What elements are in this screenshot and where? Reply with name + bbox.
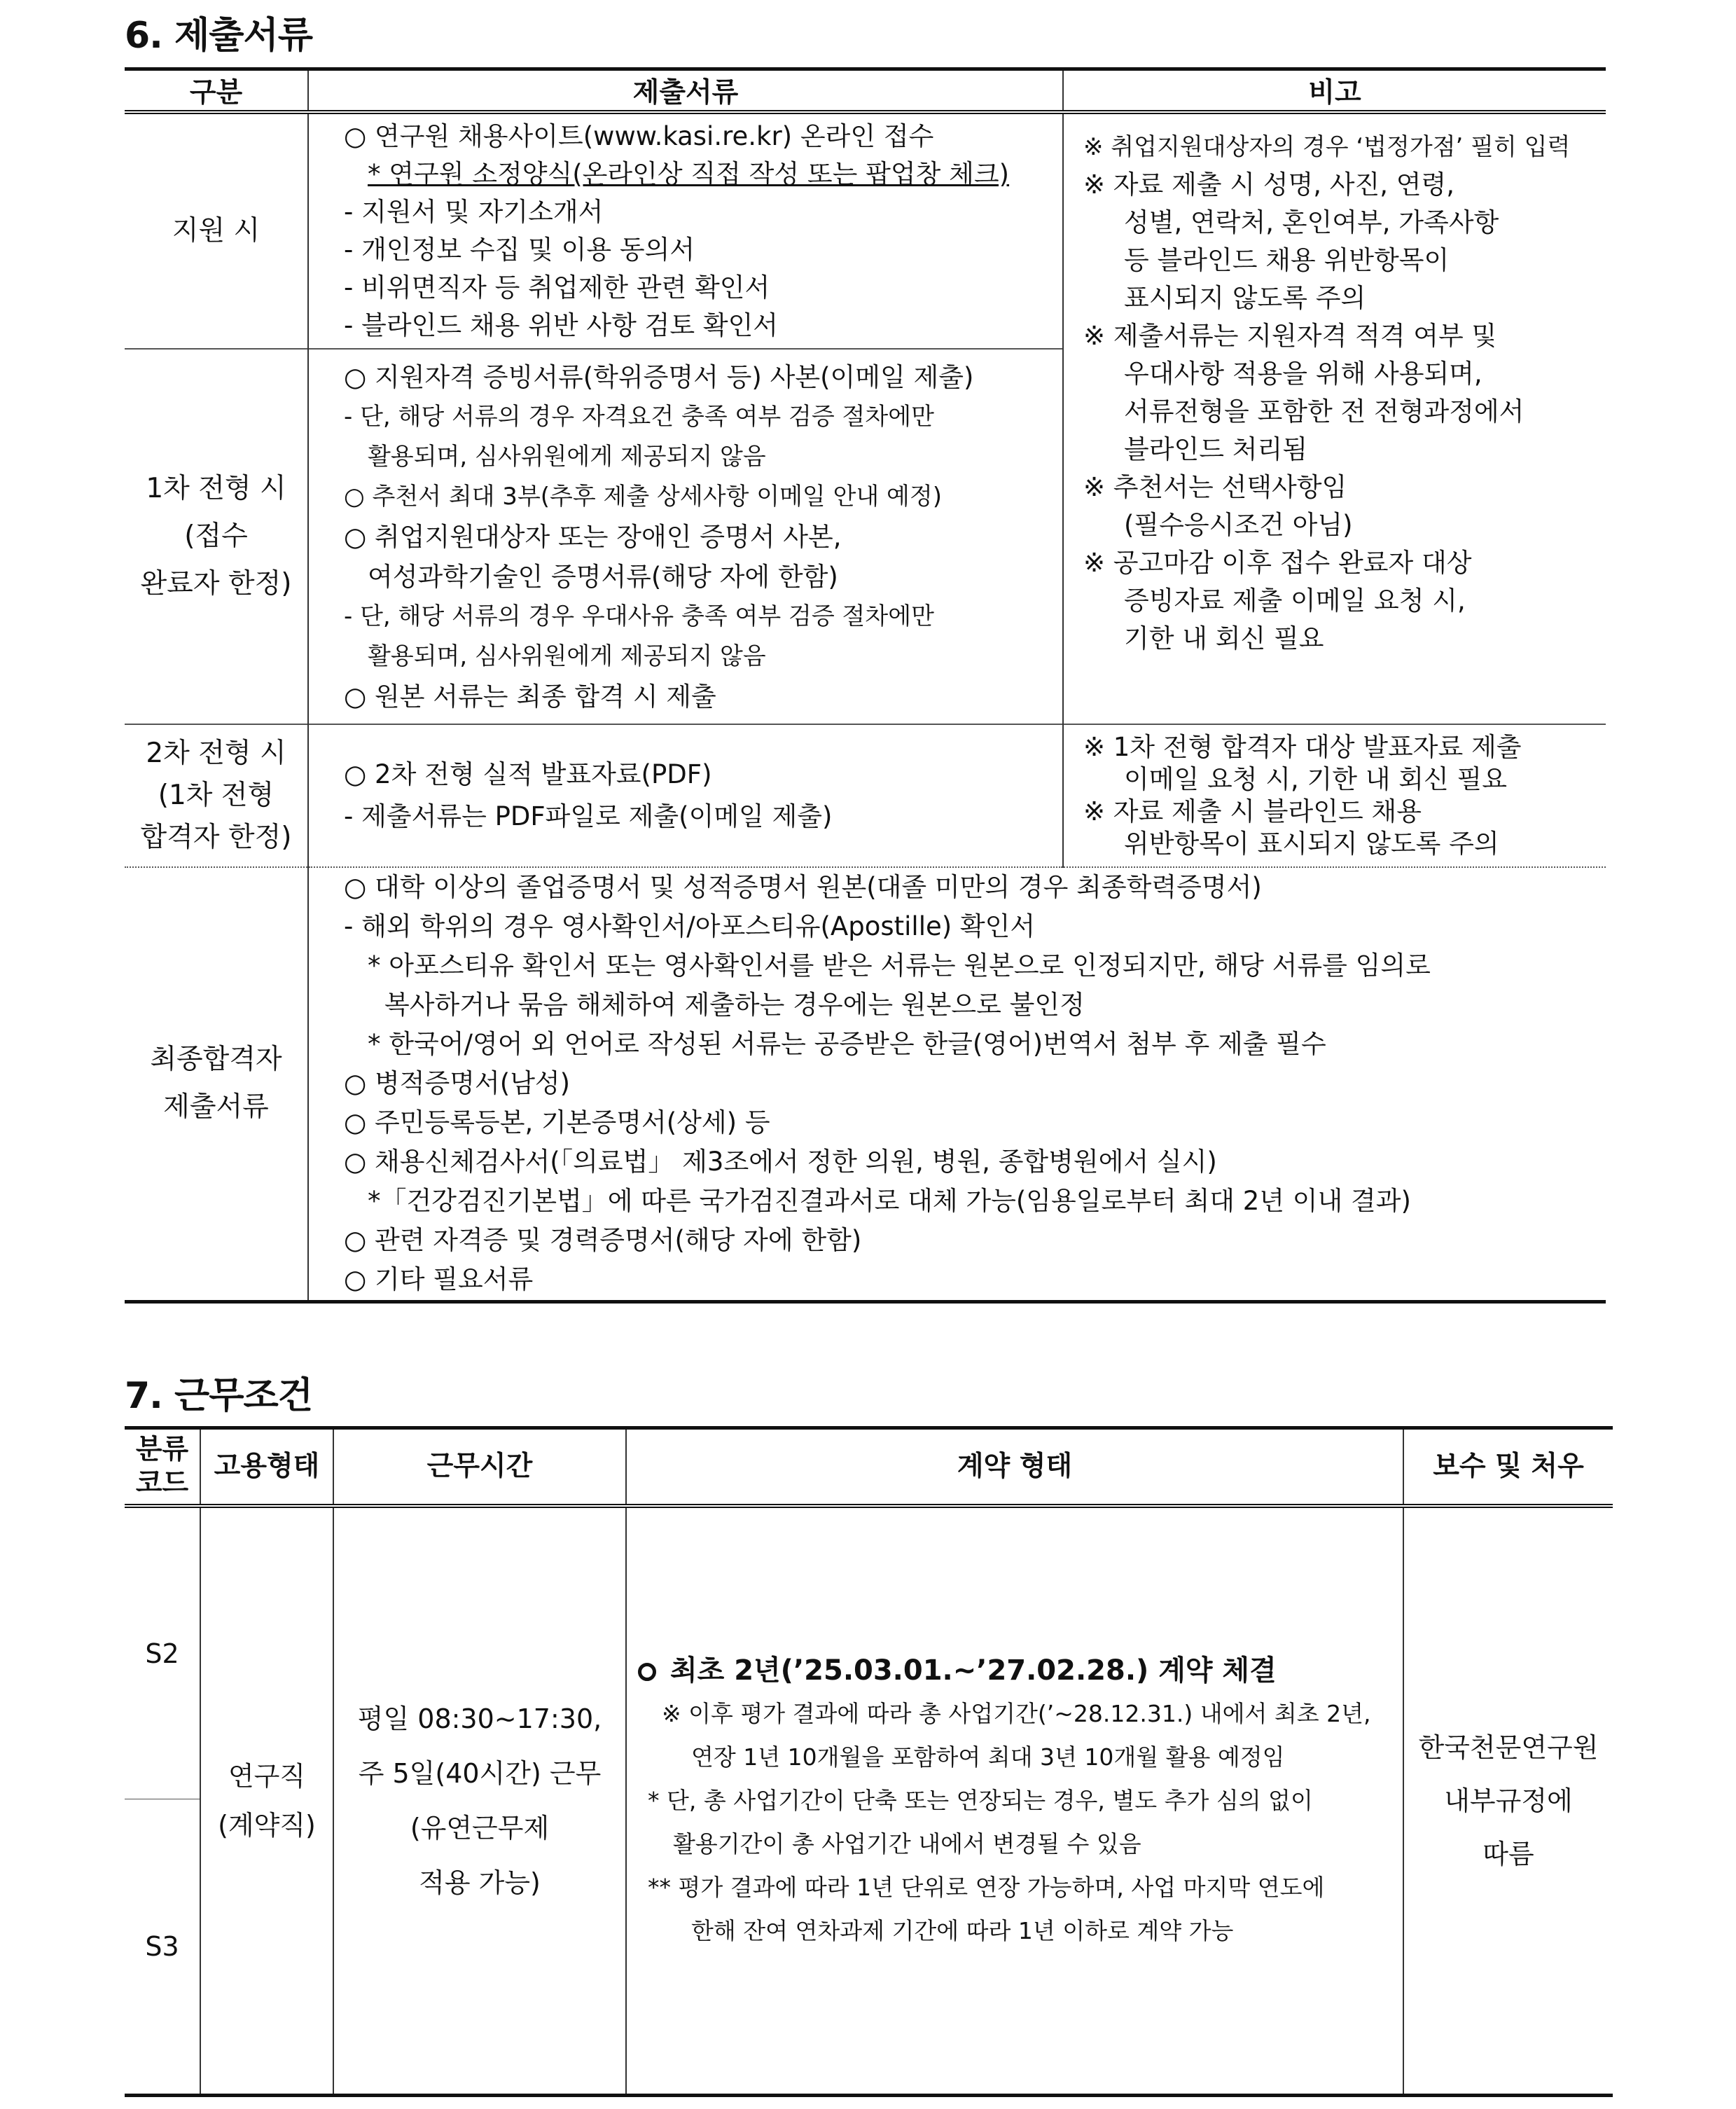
note-item: 표시되지 않도록 주의 (1124, 283, 1366, 313)
row-label-final: 최종합격자 제출서류 (125, 867, 308, 1301)
note-item: ※ 공고마감 이후 접수 완료자 대상 (1083, 548, 1472, 578)
header-pay: 보수 및 처우 (1403, 1428, 1613, 1507)
header-hours: 근무시간 (333, 1428, 626, 1507)
section-7-title: 7. 근무조건 (125, 1375, 312, 1417)
contract-note: 한해 잔여 연차과제 기간에 따라 1년 이하로 계약 가능 (691, 1917, 1234, 1944)
list-item: 여성과학기술인 증명서류(해당 자에 한함) (368, 561, 838, 592)
header-code: 분류 코드 (125, 1428, 200, 1507)
note-item: 블라인드 처리됨 (1124, 434, 1307, 464)
list-item: ○ 2차 전형 실적 발표자료(PDF) (344, 759, 712, 789)
note-item: 성별, 연락처, 혼인여부, 가족사항 (1124, 207, 1499, 237)
note-item: 이메일 요청 시, 기한 내 회신 필요 (1124, 764, 1507, 794)
list-item: 활용되며, 심사위원에게 제공되지 않음 (368, 442, 766, 471)
header-contract: 계약 형태 (626, 1428, 1403, 1507)
note-item: ※ 자료 제출 시 성명, 사진, 연령, (1083, 170, 1455, 200)
documents-table (125, 67, 1606, 1304)
list-item: * 아포스티유 확인서 또는 영사확인서를 받은 서류는 원본으로 인정되지만, 해당 서류를 임의로 (368, 950, 1431, 981)
list-item: - 단, 해당 서류의 경우 우대사유 충족 여부 검증 절차에만 (344, 602, 934, 630)
contract-note: ** 평가 결과에 따라 1년 단위로 연장 가능하며, 사업 마지막 연도에 (648, 1874, 1325, 1901)
bullet-icon (638, 1663, 656, 1681)
remarks-top (1063, 112, 1606, 724)
list-item: - 지원서 및 자기소개서 (344, 197, 604, 227)
row-label-first: 1차 전형 시 (접수 완료자 한정) (125, 349, 308, 724)
list-item: - 단, 해당 서류의 경우 자격요건 충족 여부 검증 절차에만 (344, 402, 934, 431)
header-documents: 제출서류 (308, 69, 1063, 113)
contract-note: 활용기간이 총 사업기간 내에서 변경될 수 있음 (673, 1830, 1141, 1858)
note-item: 기한 내 회신 필요 (1124, 623, 1324, 654)
list-item: ○ 주민등록등본, 기본증명서(상세) 등 (344, 1107, 770, 1138)
note-item: ※ 추천서는 선택사항임 (1083, 472, 1347, 502)
list-item: ○ 관련 자격증 및 경력증명서(해당 자에 한함) (344, 1225, 862, 1256)
list-item: ○ 취업지원대상자 또는 장애인 증명서 사본, (344, 521, 842, 552)
list-item: - 개인정보 수집 및 이용 동의서 (344, 235, 695, 265)
header-remarks: 비고 (1063, 69, 1606, 113)
note-item: ※ 제출서류는 지원자격 적격 여부 및 (1083, 321, 1497, 351)
list-item: ○ 연구원 채용사이트(www.kasi.re.kr) 온라인 접수 (344, 121, 934, 151)
list-item: *「건강검진기본법」에 따른 국가검진결과서로 대체 가능(임용일로부터 최대 2년 이내 결과) (368, 1186, 1411, 1217)
note-item: (필수응시조건 아님) (1124, 510, 1353, 540)
list-item: ○ 기타 필요서류 (344, 1264, 534, 1295)
row-label-apply: 지원 시 (172, 215, 261, 247)
contract-main: 최초 2년(’25.03.01.~’27.02.28.) 계약 체결 (638, 1649, 1403, 1692)
second-docs (308, 724, 1063, 867)
note-item: 서류전형을 포함한 전 전형과정에서 (1124, 396, 1525, 427)
note-item: ※ 취업지원대상자의 경우 ‘법정가점’ 필히 입력 (1083, 133, 1571, 161)
list-item: - 해외 학위의 경우 영사확인서/아포스티유(Apostille) 확인서 (344, 911, 1036, 942)
second-remarks (1063, 724, 1606, 867)
contract-note: * 단, 총 사업기간이 단축 또는 연장되는 경우, 별도 추가 심의 없이 (648, 1787, 1313, 1814)
pay-benefits: 한국천문연구원 내부규정에 따름 (1403, 1506, 1613, 2096)
list-item: 활용되며, 심사위원에게 제공되지 않음 (368, 642, 766, 670)
list-item: * 한국어/영어 외 언어로 작성된 서류는 공증받은 한글(영어)번역서 첨부 후 제출 필수 (368, 1029, 1326, 1060)
list-item: ○ 채용신체검사서(「의료법」 제3조에서 정한 의원, 병원, 종합병원에서 실시) (344, 1147, 1217, 1177)
work-hours: 평일 08:30~17:30, 주 5일(40시간) 근무 (유연근무제 적용 가능) (333, 1506, 626, 2096)
note-item: 증빙자료 제출 이메일 요청 시, (1124, 586, 1466, 616)
list-item: ○ 지원자격 증빙서류(학위증명서 등) 사본(이메일 제출) (344, 361, 974, 392)
list-item: ○ 병적증명서(남성) (344, 1068, 571, 1099)
apply-docs (308, 112, 1063, 349)
row-label-second: 2차 전형 시 (1차 전형 합격자 한정) (125, 724, 308, 867)
list-item: ○ 추천서 최대 3부(추후 제출 상세사항 이메일 안내 예정) (344, 482, 943, 511)
note-item: ※ 1차 전형 합격자 대상 발표자료 제출 (1083, 732, 1522, 762)
code-s2: S2 (125, 1506, 200, 1799)
list-item: - 비위면직자 등 취업제한 관련 확인서 (344, 272, 770, 303)
list-item: * 연구원 소정양식(온라인상 직접 작성 또는 팝업창 체크) (368, 159, 1010, 189)
contract-type (626, 1506, 1403, 2096)
note-item: 등 블라인드 채용 위반항목이 (1124, 245, 1450, 275)
header-category: 구분 (125, 69, 308, 113)
list-item: ○ 원본 서류는 최종 합격 시 제출 (344, 681, 716, 712)
contract-note: 연장 1년 10개월을 포함하여 최대 3년 10개월 활용 예정임 (691, 1743, 1285, 1771)
list-item: - 블라인드 채용 위반 사항 검토 확인서 (344, 310, 779, 340)
note-item: ※ 자료 제출 시 블라인드 채용 (1083, 796, 1422, 827)
list-item: - 제출서류는 PDF파일로 제출(이메일 제출) (344, 801, 833, 831)
final-docs (308, 867, 1606, 1301)
header-employment: 고용형태 (200, 1428, 333, 1507)
contract-note: ※ 이후 평가 결과에 따라 총 사업기간(’~28.12.31.) 내에서 최초 2년, (662, 1700, 1371, 1727)
note-item: 우대사항 적용을 위해 사용되며, (1124, 359, 1482, 389)
code-s3: S3 (145, 1931, 179, 1962)
first-docs (308, 349, 1063, 724)
list-item: ○ 대학 이상의 졸업증명서 및 성적증명서 원본(대졸 미만의 경우 최종학력증명서) (344, 872, 1262, 903)
employment-type: 연구직 (계약직) (200, 1506, 333, 2096)
note-item: 위반항목이 표시되지 않도록 주의 (1124, 829, 1499, 859)
section-6-title: 6. 제출서류 (125, 15, 312, 57)
list-item: 복사하거나 묶음 해체하여 제출하는 경우에는 원본으로 불인정 (384, 990, 1085, 1021)
work-conditions-table (125, 1426, 1613, 2097)
